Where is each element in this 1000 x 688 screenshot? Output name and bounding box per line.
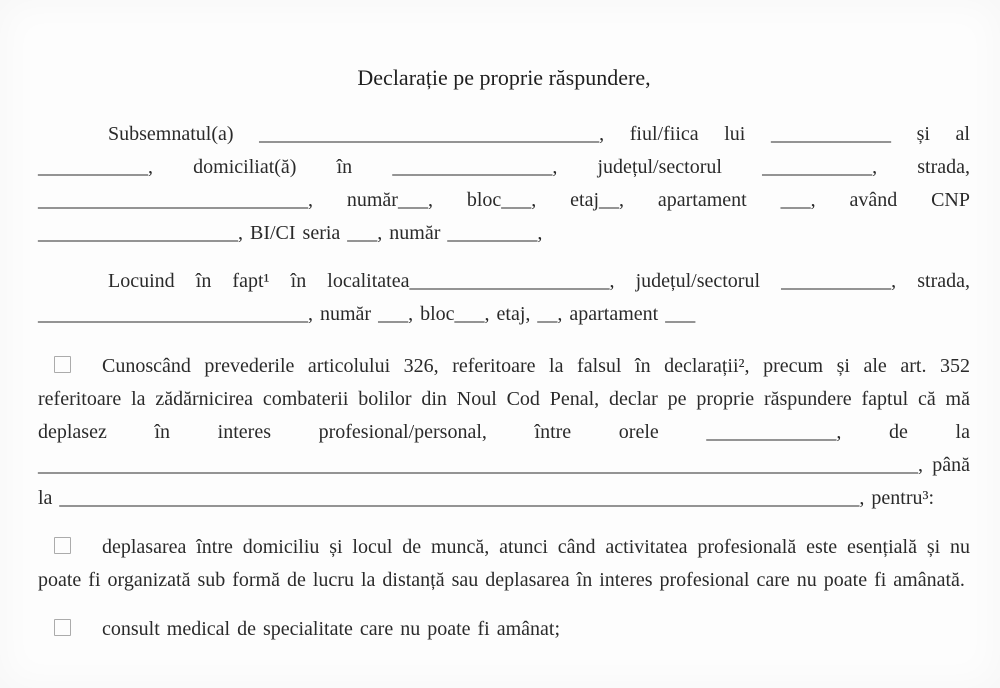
checkbox-icon-deplasare-munca[interactable] xyxy=(54,537,71,554)
paragraph-option-deplasare-munca xyxy=(38,531,970,597)
paragraph-option-consult-medical xyxy=(38,613,970,646)
document-title: Declarație pe proprie răspundere, xyxy=(357,65,651,90)
checkbox-icon-declaration[interactable] xyxy=(54,356,71,373)
paragraph-option-consult-medical-text: consult medical de specialitate care nu poate fi amânat; xyxy=(102,618,561,640)
paragraph-option-deplasare-munca-text: deplasarea între domiciliu și locul de muncă, atunci când activitatea profesională este esențială și nu poate fi organizată sub formă de lucru la distanță sau deplasarea în interes profesional care nu poate fi amânată. xyxy=(38,536,970,591)
paragraph-subsemnatul: Subsemnatul(a) __________________________________, fiul/fiica lui ____________ și al ___________, domiciliat(ă) în ________________, județul/sectorul ___________, strada, ___________________________, număr___, bloc___, etaj__, apartament ___, având CNP ____________________, BI/CI seria ___, număr _________, xyxy=(38,123,970,244)
paragraph-declaration-statement xyxy=(38,350,970,515)
paragraph-locuind-in-fapt: Locuind în fapt¹ în localitatea____________________, județul/sectorul ___________, strada, ___________________________, număr ___, bloc___, etaj, __, apartament ___ xyxy=(38,270,970,325)
paragraph-declaration-text: Cunoscând prevederile articolului 326, referitoare la falsul în declarații², precum și ale art. 352 referitoare la zădărnicirea combaterii bolilor din Noul Cod Penal, declar pe proprie răspundere faptul că mă deplasez în interes profesional/personal, între orele _____________, de la ________________________________________________________________________________________, până la ________________________________________________________________________________, pentru³: xyxy=(38,355,970,509)
checkbox-icon-consult-medical[interactable] xyxy=(54,619,71,636)
